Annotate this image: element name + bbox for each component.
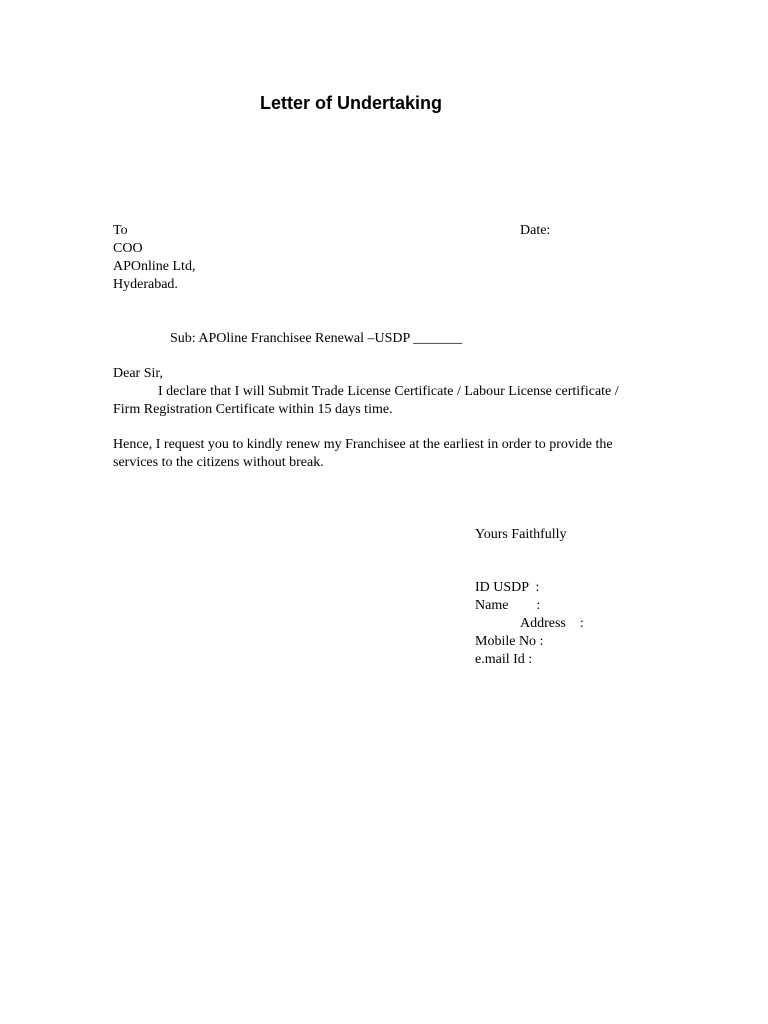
date-label: Date: [520,223,551,238]
salutation: Dear Sir, [113,366,163,381]
body-paragraph-2-line-1: Hence, I request you to kindly renew my Franchisee at the earliest in order to provide the [113,437,613,452]
field-id-usdp: ID USDP : [475,580,540,595]
to-label: To [113,223,128,238]
field-email: e.mail Id : [475,652,533,667]
letter-title: Letter of Undertaking [260,93,443,113]
body-paragraph-2-line-2: services to the citizens without break. [113,455,324,470]
subject-line: Sub: APOline Franchisee Renewal –USDP _______ [170,331,463,346]
closing: Yours Faithfully [475,527,567,542]
field-address: Address : [520,616,584,631]
recipient-city: Hyderabad. [113,277,178,292]
field-mobile: Mobile No : [475,634,544,649]
body-paragraph-1-line-1: I declare that I will Submit Trade License Certificate / Labour License certificate / [158,384,619,399]
recipient-company: APOnline Ltd, [113,259,196,274]
field-name: Name : [475,598,541,613]
body-paragraph-1-line-2: Firm Registration Certificate within 15 days time. [113,402,393,417]
recipient-designation: COO [113,241,143,256]
